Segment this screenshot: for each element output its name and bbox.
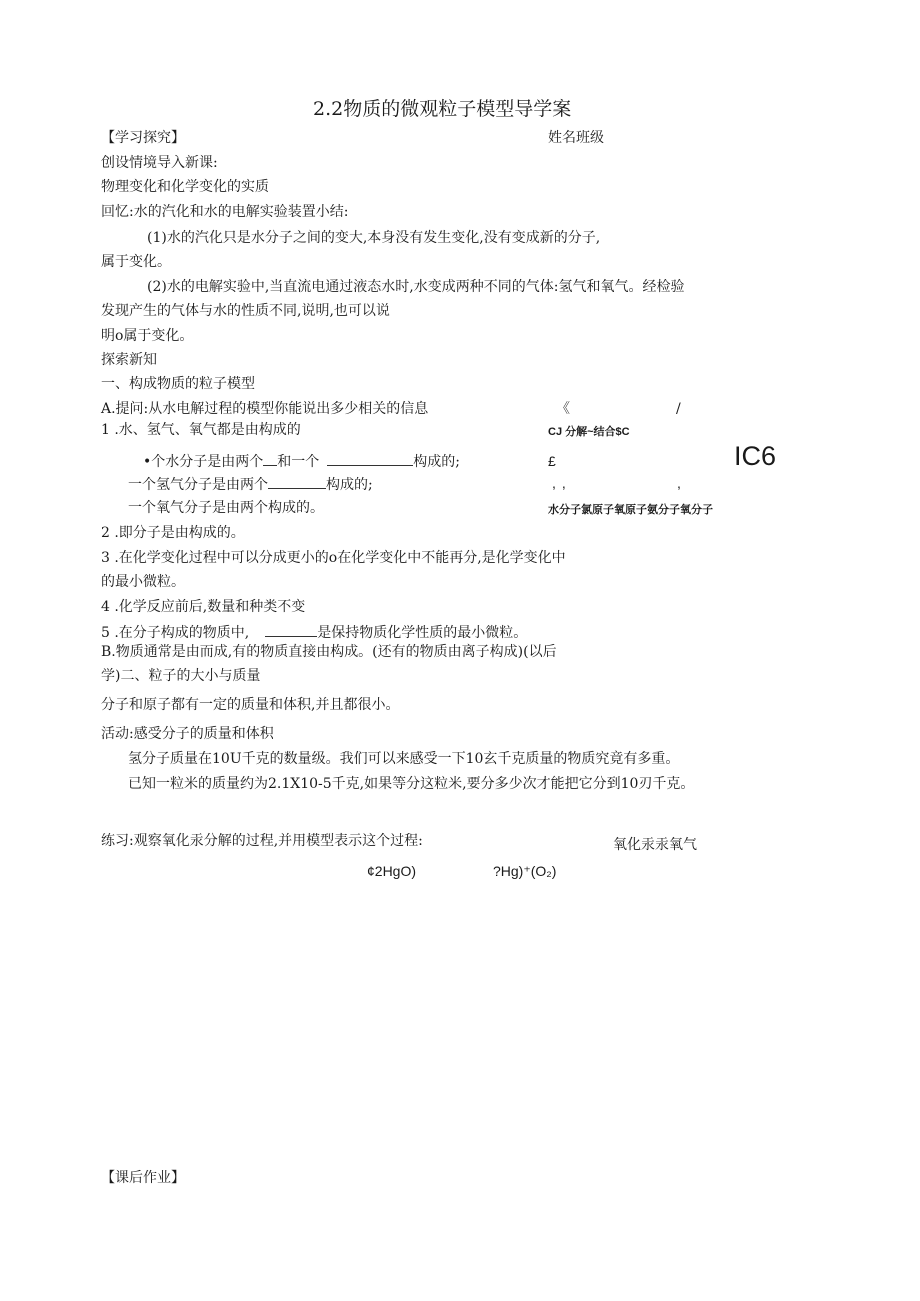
exercise-text: 练习:观察氧化汞分解的过程,并用模型表示这个过程:: [101, 833, 423, 849]
question-a: A.提问:从水电解过程的模型你能说出多少相关的信息: [101, 401, 429, 417]
para2-line1: (2)水的电解实验中,当直流电通过液态水时,水变成两种不同的气体:氢气和氧气。经检验: [147, 279, 685, 295]
activity-line1: 氢分子质量在10U千克的数量级。我们可以来感受一下10玄千克质量的物质究竟有多重。: [128, 751, 680, 767]
item-4: 4 .化学反应前后,数量和种类不变: [101, 599, 306, 615]
figure-pound-mark: £: [548, 453, 556, 469]
para2-line2: 发现产生的气体与水的性质不同,说明,也可以说: [101, 303, 390, 319]
item-b: B.物质通常是由而成,有的物质直接由构成。(还有的物质由离子构成)(以后: [101, 644, 557, 660]
section1-title: 一、构成物质的粒子模型: [101, 376, 255, 392]
item-5-b: 是保持物质化学性质的最小微粒。: [317, 625, 528, 641]
figure-mark-left: 《: [556, 401, 570, 417]
exercise-right-label: 氧化汞汞氧气: [613, 837, 697, 853]
item-2: 2 .即分子是由构成的。: [101, 525, 245, 541]
figure-legend: 水分子氯原子氧原子氨分子氧分子: [548, 504, 713, 516]
para1-line2: 属于变化。: [101, 254, 171, 270]
para2-line3: 明o属于变化。: [101, 328, 194, 344]
bullet-water-c: 构成的;: [413, 454, 460, 470]
bullet-water-b: 和一个: [277, 454, 320, 470]
name-class-label: 姓名班级: [548, 130, 604, 146]
equation-left: ¢2HgO): [367, 863, 417, 879]
blank-4: [265, 623, 317, 637]
intro-heading: 创设情境导入新课:: [101, 155, 218, 171]
figure-comma-right: ,: [677, 475, 681, 491]
section-label-study: 【学习探究】: [101, 130, 185, 146]
item-b-continued: 学)二、粒子的大小与质量: [101, 668, 261, 684]
blank-2: [327, 452, 413, 466]
homework-label: 【课后作业】: [101, 1170, 185, 1186]
mass-volume-line: 分子和原子都有一定的质量和体积,并且都很小。: [101, 697, 400, 713]
blank-1: [263, 452, 277, 466]
figure-process-label: CJ 分解~结合$C: [548, 426, 630, 438]
bullet-water-a: •个水分子是由两个: [143, 454, 264, 470]
intro-subheading: 物理变化和化学变化的实质: [101, 179, 269, 195]
activity-heading: 活动:感受分子的质量和体积: [101, 726, 274, 742]
item-1: 1 .水、氢气、氧气都是由构成的: [101, 422, 301, 438]
figure-commas: ,,: [552, 475, 572, 491]
bullet-h-b: 构成的;: [326, 477, 373, 493]
item-3-line1: 3 .在化学变化过程中可以分成更小的o在化学变化中不能再分,是化学变化中: [101, 550, 566, 566]
bullet-water-molecule: [143, 452, 460, 471]
bullet-h-a: 一个氢气分子是由两个: [128, 477, 268, 493]
figure-big-label: IC6: [734, 441, 777, 471]
equation-right: ?Hg)⁺(O₂): [493, 863, 557, 879]
bullet-oxygen-molecule: 一个氧气分子是由两个构成的。: [128, 500, 324, 516]
page-title: 2.2物质的微观粒子模型导学案: [313, 98, 572, 120]
para1-line1: (1)水的汽化只是水分子之间的变大,本身没有发生变化,没有变成新的分子,: [147, 230, 601, 246]
figure-mark-right: /: [676, 401, 681, 417]
item-5-a: 5 .在分子构成的物质中,: [101, 625, 250, 641]
recall-line: 回忆:水的汽化和水的电解实验装置小结:: [101, 204, 349, 220]
bullet-hydrogen-molecule: [128, 475, 373, 494]
item-5: [101, 623, 527, 642]
blank-3: [268, 475, 326, 489]
activity-line2: 已知一粒米的质量约为2.1X10-5千克,如果等分这粒米,要分多少次才能把它分到10刃千克。: [128, 776, 695, 792]
item-3-line2: 的最小微粒。: [101, 574, 185, 590]
explore-heading: 探索新知: [101, 352, 157, 368]
